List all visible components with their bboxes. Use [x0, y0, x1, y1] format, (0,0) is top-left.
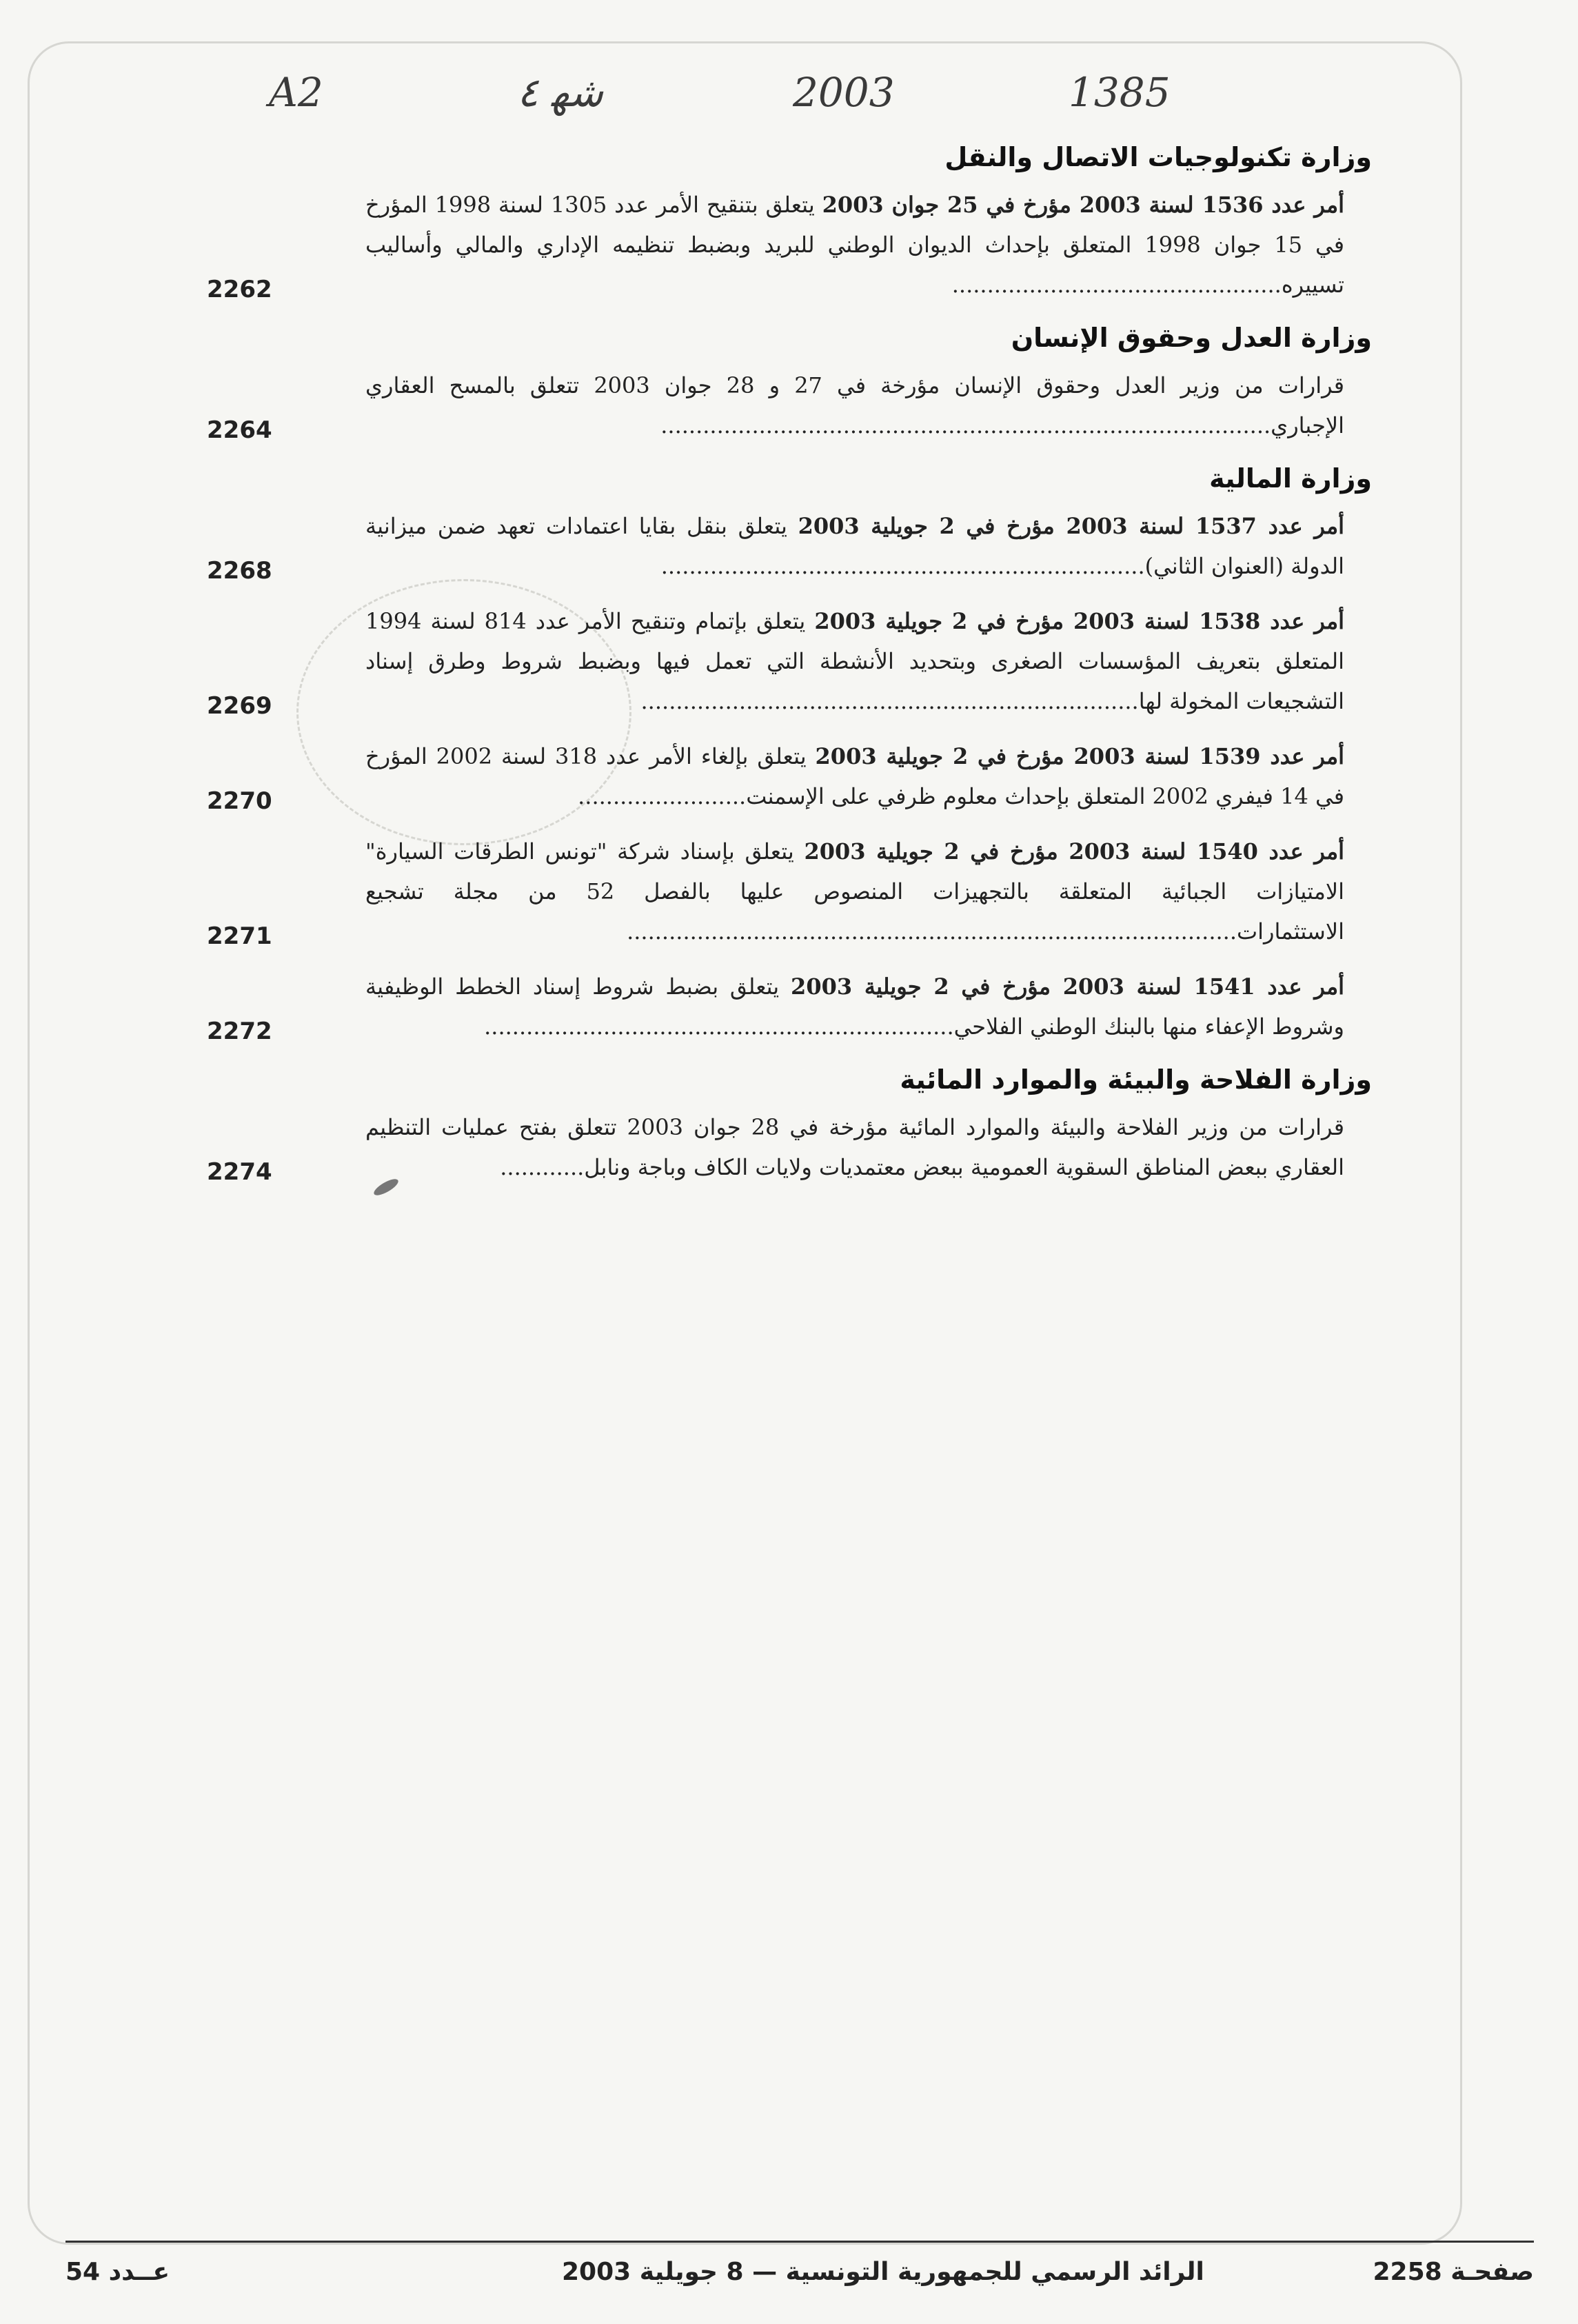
entry-lead: أمر عدد 1537 لسنة 2003 مؤرخ في 2 جويلية 2003	[798, 513, 1345, 539]
handwritten-note: 1385	[1069, 69, 1171, 116]
entry-text: يتعلق بإتمام وتنقيح الأمر عدد 814 لسنة 1994 المتعلق بتعريف المؤسسات الصغرى وبتحديد الأنشطة التي تعمل فيها وبضبط شروط وطرق إسناد التشجيعات المخولة لها	[365, 608, 1344, 714]
toc-entry	[207, 365, 1344, 445]
table-of-contents	[207, 124, 1372, 1202]
entry-page-number: 2271	[207, 922, 272, 950]
entry-page-number: 2268	[207, 557, 272, 585]
entry-lead: أمر عدد 1540 لسنة 2003 مؤرخ في 2 جويلية 2003	[804, 838, 1345, 865]
toc-entry	[207, 185, 1344, 305]
toc-entry	[207, 601, 1344, 721]
issue-number: عــدد 54	[65, 2258, 170, 2286]
entry-dots: ...............................................	[951, 272, 1282, 298]
page-footer	[65, 2258, 1534, 2299]
toc-entry	[207, 831, 1344, 951]
entry-text: يتعلق بإسناد شركة "تونس الطرقات السيارة" الامتيازات الجبائية المتعلقة بالتجهيزات المنصوص عليها بالفصل 52 من مجلة تشجيع الاستثمارات	[365, 838, 1345, 944]
section-title: وزارة تكنولوجيات الاتصال والنقل	[944, 142, 1372, 172]
entry-dots: ...................................................................	[484, 1013, 954, 1040]
section-agriculture	[207, 1064, 1372, 1187]
entry-dots: .....................................................................	[660, 553, 1145, 579]
entry-text: يتعلق بنقل بقايا اعتمادات تعهد ضمن ميزانية الدولة (العنوان الثاني)	[365, 513, 1344, 579]
entry-dots: .......................................................................................	[660, 412, 1271, 438]
page-number: صفحـة 2258	[1373, 2258, 1534, 2286]
toc-entry	[207, 736, 1344, 816]
section-title: وزارة العدل وحقوق الإنسان	[1011, 323, 1372, 353]
entry-dots: .......................................................................................	[627, 918, 1237, 944]
entry-dots: ........................	[578, 783, 747, 809]
journal-title: الرائد الرسمي للجمهورية التونسية — 8 جويلية 2003	[562, 2258, 1204, 2286]
toc-entry	[207, 506, 1344, 586]
section-title: وزارة المالية	[1209, 463, 1372, 494]
handwritten-note: ﺷﻬ ٤	[517, 69, 603, 116]
entry-page-number: 2272	[207, 1018, 272, 1045]
entry-dots: ............	[500, 1154, 585, 1180]
entry-dots: .......................................................................	[640, 688, 1139, 714]
entry-page-number: 2269	[207, 692, 272, 720]
entry-lead: أمر عدد 1541 لسنة 2003 مؤرخ في 2 جويلية 2003	[791, 973, 1345, 1000]
entry-lead: أمر عدد 1536 لسنة 2003 مؤرخ في 25 جوان 2003	[822, 192, 1345, 218]
entry-lead: أمر عدد 1539 لسنة 2003 مؤرخ في 2 جويلية 2003	[815, 743, 1345, 769]
toc-entry	[207, 1107, 1344, 1187]
entry-text: قرارات من وزير الفلاحة والبيئة والموارد المائية مؤرخة في 28 جوان 2003 تتعلق بفتح عمليات التنظيم العقاري ببعض المناطق السقوية العمومية ببعض معتمديات ولايات الكاف وباجة ونابل	[365, 1114, 1345, 1180]
entry-text: يتعلق بضبط شروط إسناد الخطط الوظيفية وشروط الإعفاء منها بالبنك الوطني الفلاحي	[365, 973, 1344, 1040]
entry-page-number: 2274	[207, 1158, 272, 1186]
entry-text: يتعلق بتنقيح الأمر عدد 1305 لسنة 1998 المؤرخ في 15 جوان 1998 المتعلق بإحداث الديوان الوطني للبريد وبضبط تنظيمه الإداري والمالي وأساليب تسييره	[365, 192, 1345, 298]
section-communications	[207, 142, 1372, 305]
handwritten-note: A2	[269, 69, 323, 116]
handwritten-note: 2003	[793, 69, 895, 116]
entry-page-number: 2262	[207, 276, 272, 303]
entry-text: يتعلق بإلغاء الأمر عدد 318 لسنة 2002 المؤرخ في 14 فيفري 2002 المتعلق بإحداث معلوم ظرفي على الإسمنت	[365, 743, 1344, 809]
entry-lead: أمر عدد 1538 لسنة 2003 مؤرخ في 2 جويلية 2003	[814, 608, 1345, 634]
footer-divider	[65, 2241, 1534, 2243]
section-finance	[207, 463, 1372, 1047]
entry-text: قرارات من وزير العدل وحقوق الإنسان مؤرخة في 27 و 28 جوان 2003 تتعلق بالمسح العقاري الإجباري	[365, 372, 1345, 438]
entry-page-number: 2264	[207, 416, 272, 444]
toc-entry	[207, 967, 1344, 1047]
entry-page-number: 2270	[207, 787, 272, 815]
section-title: وزارة الفلاحة والبيئة والموارد المائية	[900, 1064, 1372, 1095]
section-justice	[207, 323, 1372, 445]
